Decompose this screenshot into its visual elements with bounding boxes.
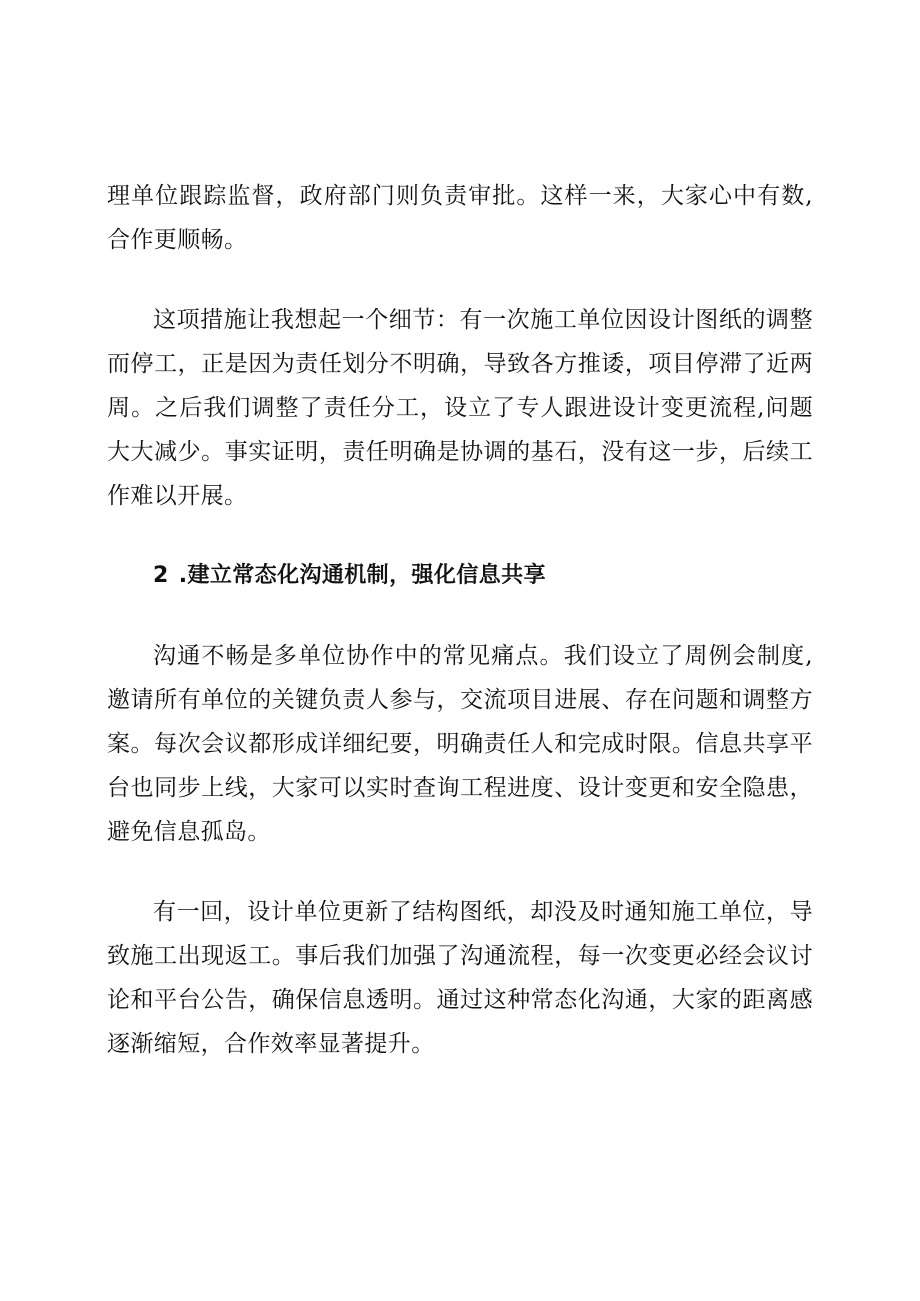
- section-number: 2: [153, 563, 169, 588]
- section-heading: [107, 554, 813, 598]
- paragraph-communication-example: 有一回，设计单位更新了结构图纸，却没及时通知施工单位，导致施工出现返工。事后我们加强了沟通流程，每一次变更必经会议讨论和平台公告，确保信息透明。通过这种常态化沟通，大家的距离感逐渐缩短，合作效率显著提升。: [107, 899, 813, 1057]
- section-title: .建立常态化沟通机制，强化信息共享: [178, 563, 546, 588]
- paragraph-responsibility-detail: 这项措施让我想起一个细节：有一次施工单位因设计图纸的调整而停工，正是因为责任划分不明确，导致各方推诿，项目停滞了近两周。之后我们调整了责任分工，设立了专人跟进设计变更流程,问题大大减少。事实证明，责任明确是协调的基石，没有这一步，后续工作难以开展。: [107, 307, 813, 509]
- paragraph-communication-mechanism: 沟通不畅是多单位协作中的常见痛点。我们设立了周例会制度,邀请所有单位的关键负责人参与，交流项目进展、存在问题和调整方案。每次会议都形成详细纪要，明确责任人和完成时限。信息共享平台也同步上线，大家可以实时查询工程进度、设计变更和安全隐患，避免信息孤岛。: [107, 643, 813, 845]
- paragraph-continuation: 理单位跟踪监督，政府部门则负责审批。这样一来，大家心中有数,合作更顺畅。: [107, 183, 813, 253]
- document-body: [107, 174, 813, 1102]
